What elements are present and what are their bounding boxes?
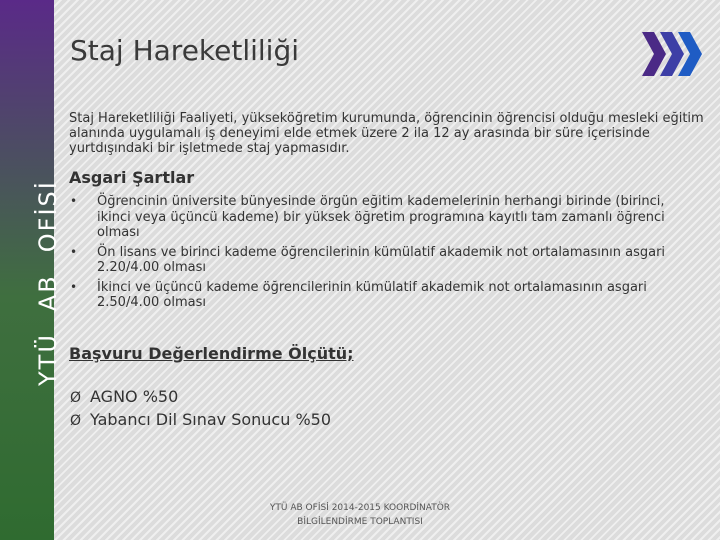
page-title: Staj Hareketliliği	[70, 34, 300, 67]
bullet-icon: •	[70, 244, 78, 259]
criteria-list	[70, 386, 331, 432]
list-item-text: Öğrencinin üniversite bünyesinde örgün eğitim kademelerinin herhangi birinde (birinci, ikinci veya üçüncü kademe) bir yüksek öğretim programına kayıtlı tam zamanlı öğrenci olması	[97, 194, 665, 240]
list-item	[70, 409, 331, 432]
chevrons-logo-icon	[640, 28, 706, 80]
bullet-icon: •	[70, 194, 78, 208]
sidebar-label	[34, 180, 62, 386]
list-item-text: AGNO %50	[90, 387, 179, 406]
arrow-bullet-icon: Ø	[70, 390, 82, 406]
list-item-text: İkinci ve üçüncü kademe öğrencilerinin kümülatif akademik not ortalamasının asgari 2.50/4.00 olması	[97, 279, 647, 310]
list-item	[70, 280, 695, 311]
bullet-icon: •	[70, 279, 78, 294]
requirements-heading: Asgari Şartlar	[69, 168, 195, 187]
list-item	[70, 245, 695, 276]
requirements-list	[70, 194, 695, 315]
list-item-text: Ön lisans ve birinci kademe öğrencilerinin kümülatif akademik not ortalamasının asgari 2.20/4.00 olması	[97, 244, 666, 275]
arrow-bullet-icon: Ø	[70, 413, 82, 429]
sidebar-word-ab: AB	[34, 274, 62, 312]
list-item-text: Yabancı Dil Sınav Sonucu %50	[90, 410, 332, 429]
chevron-1-icon	[642, 32, 666, 76]
sidebar-word-ytu: YTÜ	[34, 333, 62, 386]
criteria-heading: Başvuru Değerlendirme Ölçütü;	[69, 344, 354, 363]
sidebar-word-ofisi: OFİSİ	[34, 180, 62, 253]
footer-line-2: BİLGİLENDİRME TOPLANTISI	[297, 517, 423, 527]
list-item	[70, 194, 695, 241]
intro-paragraph: Staj Hareketliliği Faaliyeti, yükseköğretim kurumunda, öğrencinin öğrencisi olduğu mesleki eğitim alanında uygulamalı iş deneyimi elde etmek üzere 2 ila 12 ay arasında bir süre içerisinde yurtdışındaki bir işletmede staj yapmasıdır.	[69, 111, 704, 156]
list-item	[70, 386, 331, 409]
footer-text	[250, 501, 470, 529]
sidebar-band	[0, 0, 62, 540]
footer-line-1: YTÜ AB OFİSİ 2014-2015 KOORDİNATÖR	[269, 503, 451, 513]
